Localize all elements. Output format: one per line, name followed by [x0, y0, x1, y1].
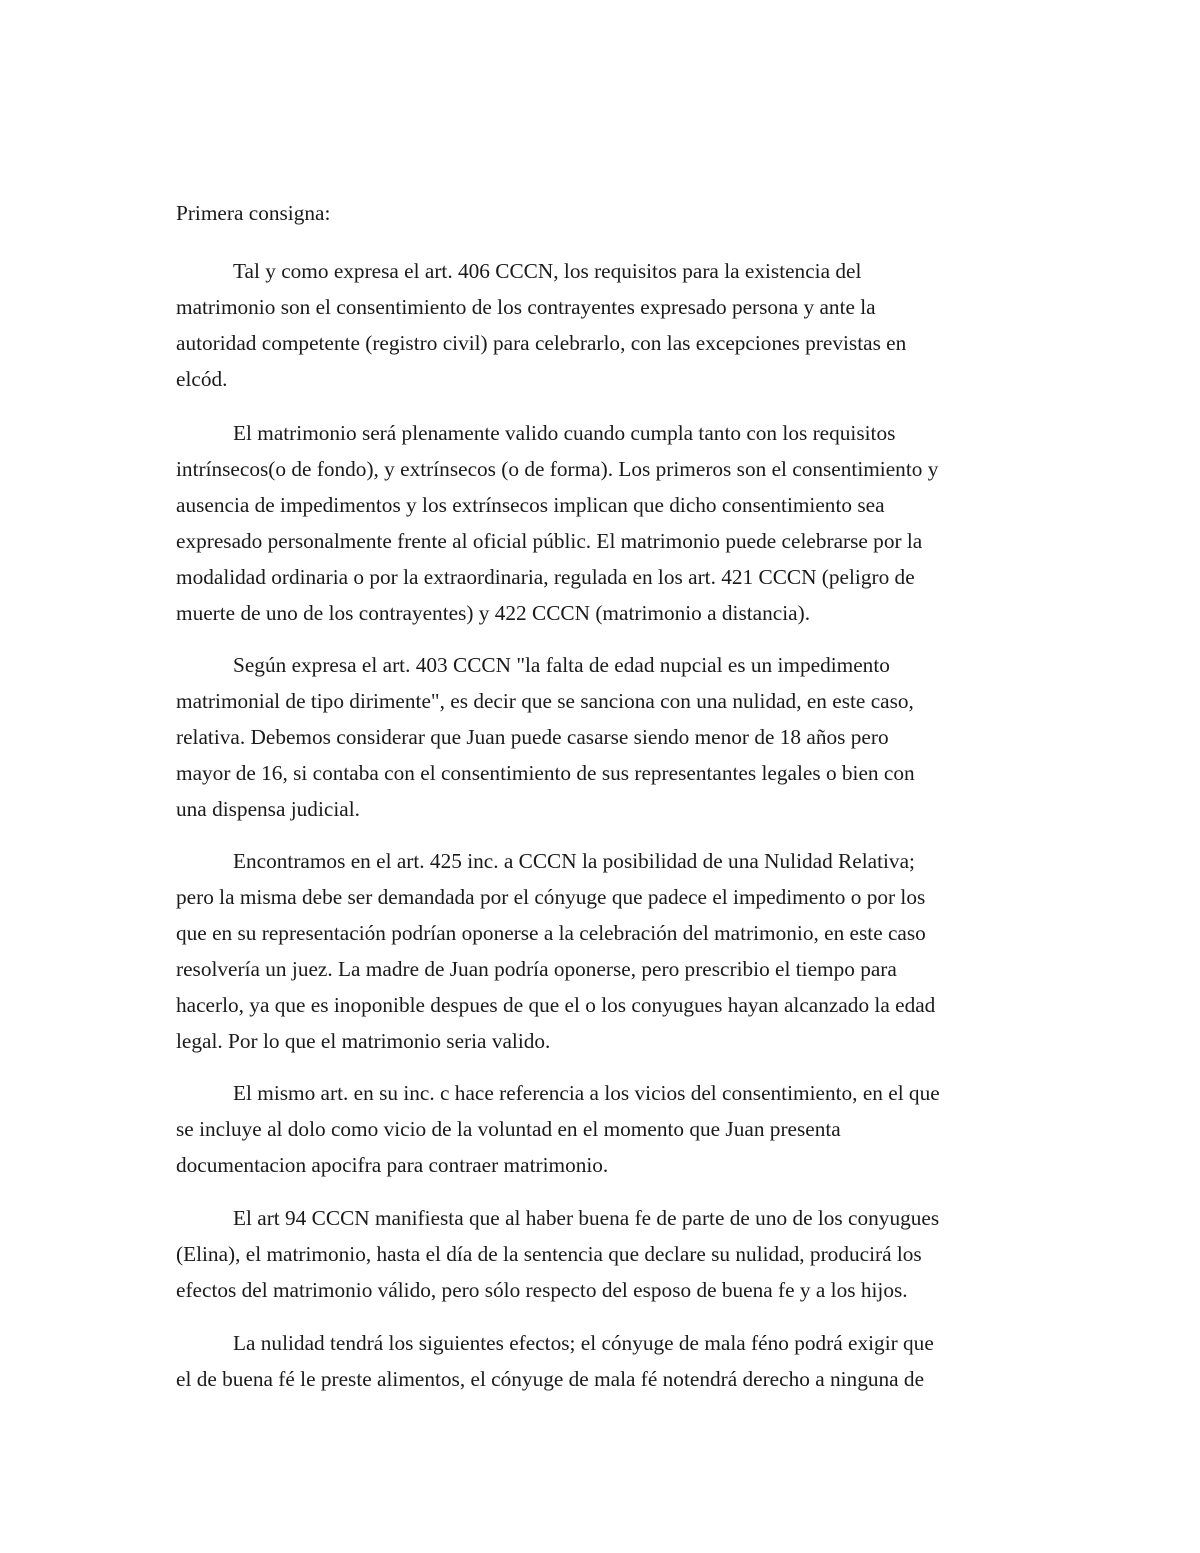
paragraph-2-line-6: muerte de uno de los contrayentes) y 422 CCCN (matrimonio a distancia). — [176, 601, 811, 625]
paragraph-6-line-2: (Elina), el matrimonio, hasta el día de la sentencia que declare su nulidad, producirá los — [176, 1242, 922, 1266]
paragraph-4-line-1: Encontramos en el art. 425 inc. a CCCN la posibilidad de una Nulidad Relativa; — [233, 849, 915, 873]
paragraph-2-line-2: intrínsecos(o de fondo), y extrínsecos (o de forma). Los primeros son el consentimiento y — [176, 457, 939, 481]
paragraph-1-line-3: autoridad competente (registro civil) para celebrarlo, con las excepciones previstas en — [176, 331, 907, 355]
paragraph-2-line-4: expresado personalmente frente al oficial públic. El matrimonio puede celebrarse por la — [176, 529, 923, 553]
paragraph-4-line-4: resolvería un juez. La madre de Juan podría oponerse, pero prescribio el tiempo para — [176, 957, 897, 981]
paragraph-4-line-6: legal. Por lo que el matrimonio seria valido. — [176, 1029, 551, 1053]
paragraph-3-line-5: una dispensa judicial. — [176, 797, 360, 821]
paragraph-2-line-1: El matrimonio será plenamente valido cuando cumpla tanto con los requisitos — [233, 421, 896, 445]
paragraph-1-line-1: Tal y como expresa el art. 406 CCCN, los requisitos para la existencia del — [233, 259, 862, 283]
paragraph-5-line-2: se incluye al dolo como vicio de la voluntad en el momento que Juan presenta — [176, 1117, 841, 1141]
paragraph-7-line-2: el de buena fé le preste alimentos, el cónyuge de mala fé notendrá derecho a ninguna de — [176, 1367, 925, 1391]
paragraph-3-line-3: relativa. Debemos considerar que Juan puede casarse siendo menor de 18 años pero — [176, 725, 889, 749]
document-heading: Primera consigna: — [176, 201, 331, 225]
paragraph-4-line-3: que en su representación podrían oponerse a la celebración del matrimonio, en este caso — [176, 921, 926, 945]
paragraph-3-line-4: mayor de 16, si contaba con el consentimiento de sus representantes legales o bien con — [176, 761, 915, 785]
paragraph-3-line-2: matrimonial de tipo dirimente", es decir que se sanciona con una nulidad, en este caso, — [176, 689, 914, 713]
paragraph-6-line-3: efectos del matrimonio válido, pero sólo respecto del esposo de buena fe y a los hijos. — [176, 1278, 908, 1302]
paragraph-7-line-1: La nulidad tendrá los siguientes efectos; el cónyuge de mala féno podrá exigir que — [233, 1331, 934, 1355]
paragraph-2-line-5: modalidad ordinaria o por la extraordinaria, regulada en los art. 421 CCCN (peligro de — [176, 565, 915, 589]
paragraph-4-line-5: hacerlo, ya que es inoponible despues de que el o los conyugues hayan alcanzado la edad — [176, 993, 936, 1017]
paragraph-1-line-2: matrimonio son el consentimiento de los contrayentes expresado persona y ante la — [176, 295, 876, 319]
paragraph-4-line-2: pero la misma debe ser demandada por el cónyuge que padece el impedimento o por los — [176, 885, 926, 909]
paragraph-5-line-1: El mismo art. en su inc. c hace referencia a los vicios del consentimiento, en el que — [233, 1081, 940, 1105]
paragraph-1-line-4: elcód. — [176, 367, 228, 391]
paragraph-5-line-3: documentacion apocifra para contraer matrimonio. — [176, 1153, 609, 1177]
paragraph-6-line-1: El art 94 CCCN manifiesta que al haber buena fe de parte de uno de los conyugues — [233, 1206, 940, 1230]
paragraph-3-line-1: Según expresa el art. 403 CCCN "la falta de edad nupcial es un impedimento — [233, 653, 890, 677]
paragraph-2-line-3: ausencia de impedimentos y los extrínsecos implican que dicho consentimiento sea — [176, 493, 885, 517]
